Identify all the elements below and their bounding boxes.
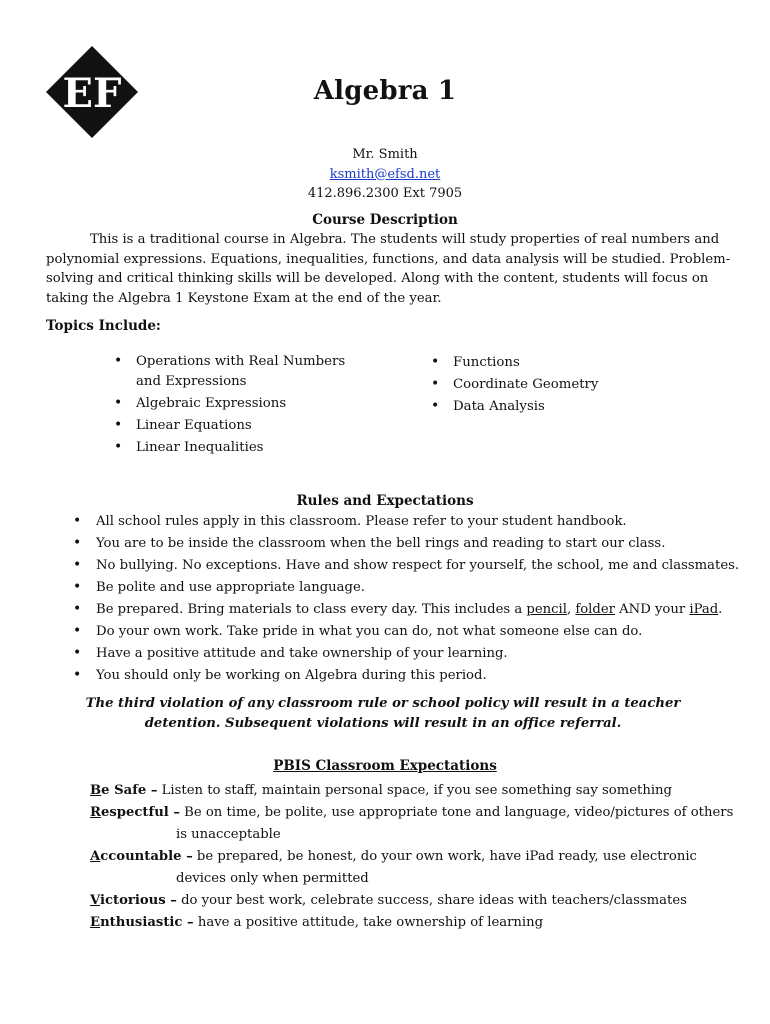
pbis-item-victorious: Victorious – do your best work, celebrate success, share ideas with teachers/classmates xyxy=(90,893,687,908)
contact-block xyxy=(0,145,770,204)
email-link[interactable]: ksmith@efsd.net xyxy=(329,166,441,182)
folder-text: folder xyxy=(575,602,615,617)
topics-heading: Topics Include: xyxy=(46,318,161,334)
pbis-item-accountable: Accountable – be prepared, be honest, do your own work, have iPad ready, use electronic devices only when permitted xyxy=(90,849,697,886)
course-description-heading: Course Description xyxy=(312,212,458,228)
list-item: • Functions xyxy=(431,353,631,373)
rule-item: • No bullying. No exceptions. Have and show respect for yourself, the school, me and classmates. xyxy=(73,556,753,578)
violation-warning: The third violation of any classroom rule or school policy will result in a teacher detention. Subsequent violations will result in an office referral. xyxy=(85,696,681,731)
logo-text: EF xyxy=(62,70,122,117)
pbis-list xyxy=(90,780,750,934)
rule-item: • Have a positive attitude and take ownership of your learning. xyxy=(73,644,753,666)
course-description-text: This is a traditional course in Algebra. The students will study properties of real numbers and polynomial expressions. Equations, inequalities, functions, and data analysis will be studied. Problem-solving and critical thinking skills will be developed. Along with the content, students will focus on taking the Algebra 1 Keystone Exam at the end of the year. xyxy=(46,232,731,306)
pencil-text: pencil xyxy=(526,602,567,617)
list-item: • Data Analysis xyxy=(431,397,631,417)
list-item: • Linear Equations xyxy=(114,416,364,436)
rule-item: • Be polite and use appropriate language. xyxy=(73,578,753,600)
ipad-text: iPad xyxy=(689,602,719,617)
rule-item: • All school rules apply in this classroom. Please refer to your student handbook. xyxy=(73,512,753,534)
rules-list xyxy=(73,512,753,688)
rule-item: • You should only be working on Algebra during this period. xyxy=(73,666,753,688)
pbis-item-respectful: Respectful – Be on time, be polite, use appropriate tone and language, video/pictures of others is unacceptable xyxy=(90,805,734,842)
pbis-heading: PBIS Classroom Expectations xyxy=(273,758,497,774)
rule-item: • You are to be inside the classroom when the bell rings and reading to start our class. xyxy=(73,534,753,556)
page-title: Algebra 1 xyxy=(313,76,457,106)
teacher-name: Mr. Smith xyxy=(352,147,418,162)
rule-item-materials: • Be prepared. Bring materials to class every day. This includes a pencil, folder AND your iPad. xyxy=(73,600,753,622)
pbis-item-enthusiastic: Enthusiastic – have a positive attitude, take ownership of learning xyxy=(90,915,544,930)
list-item: • Algebraic Expressions xyxy=(114,394,364,414)
list-item: • Coordinate Geometry xyxy=(431,375,631,395)
rule-item: • Do your own work. Take pride in what you can do, not what someone else can do. xyxy=(73,622,753,644)
phone-number: 412.896.2300 Ext 7905 xyxy=(307,186,463,201)
list-item: • Linear Inequalities xyxy=(114,438,364,458)
list-item: • Operations with Real Numbers and Expressions xyxy=(114,352,364,391)
rules-heading: Rules and Expectations xyxy=(296,493,474,509)
topics-list-left xyxy=(114,352,364,460)
topics-list-right xyxy=(431,353,631,419)
pbis-item-be-safe: Be Safe – Listen to staff, maintain personal space, if you see something say something xyxy=(90,783,672,798)
